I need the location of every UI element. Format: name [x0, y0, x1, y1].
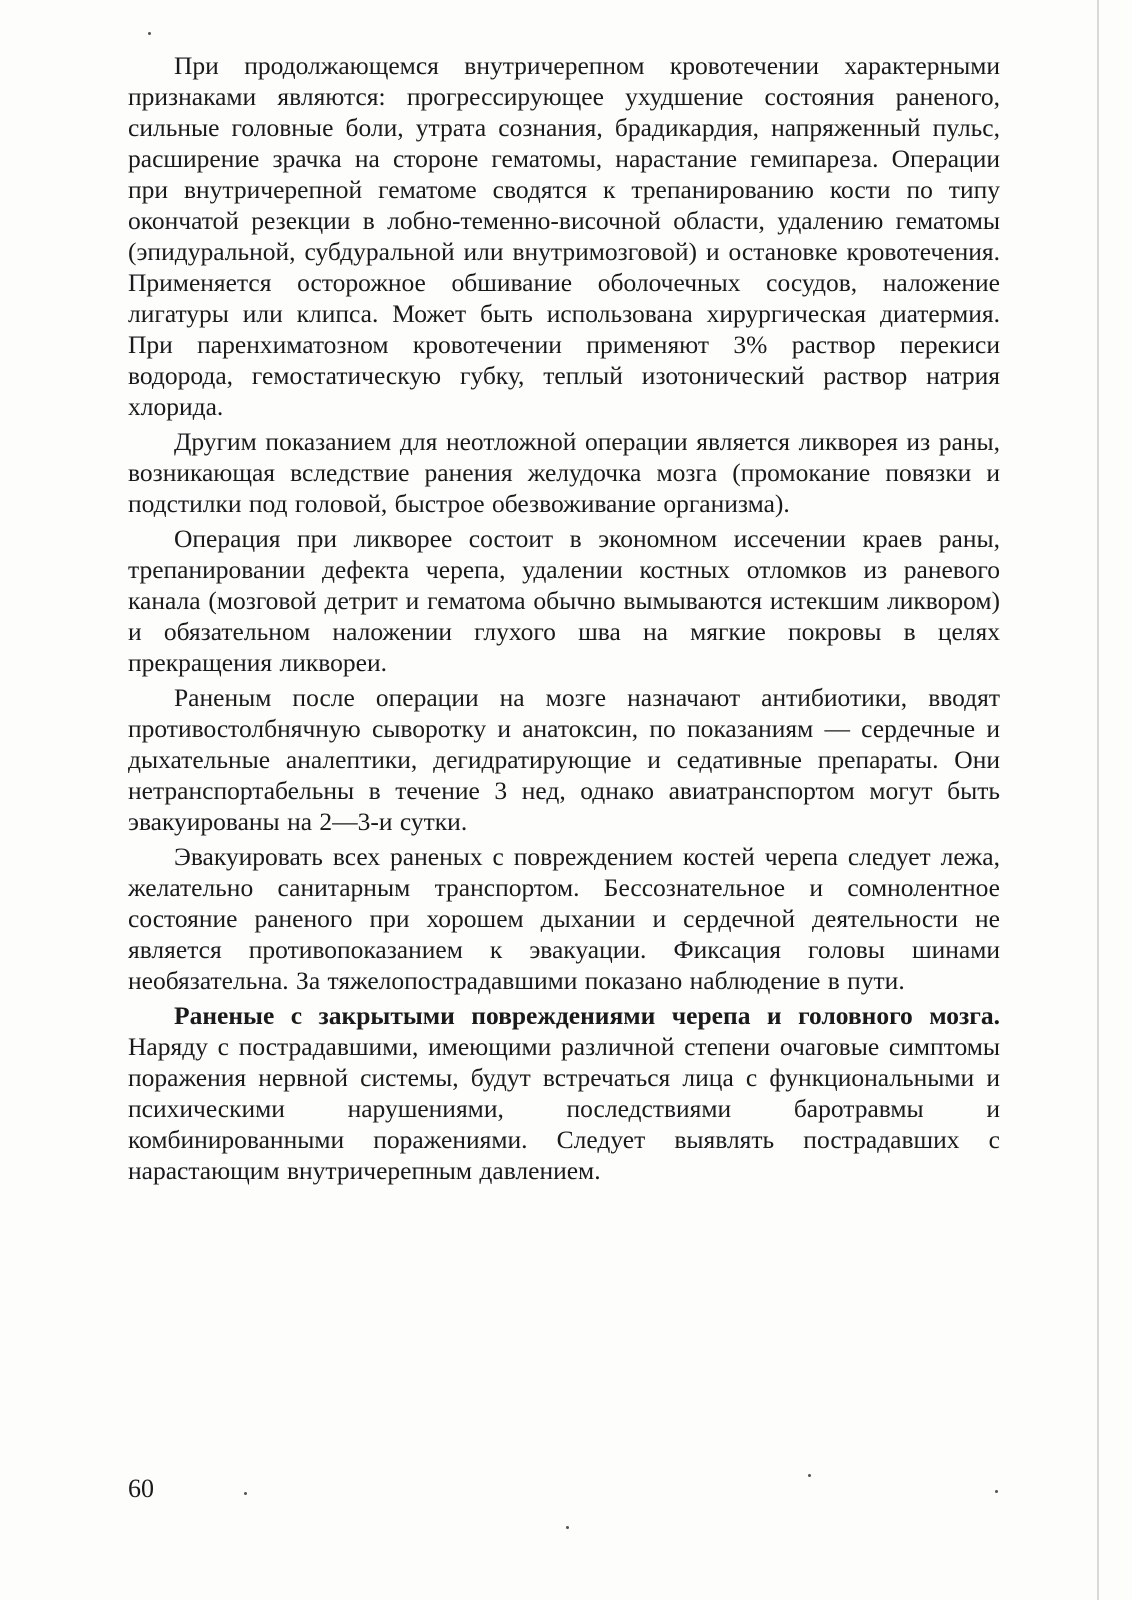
section-run-in-heading: Раненые с закрытыми повреждениями черепа и головного мозга.	[174, 1001, 1000, 1030]
paragraph-text: Раненым после операции на мозге назначают антибиотики, вводят противостолбнячную сыворотку и анатоксин, по показаниям — сердечные и дыхательные аналептики, дегидратирующие и седативные препараты. Они нетранспортабельны в течение 3 нед, однако авиатранспортом могут быть эвакуированы на 2—3-и сутки.	[128, 683, 1000, 836]
paragraph-liquorrhea-operation	[128, 523, 1000, 678]
paragraph-liquorrhea-indication	[128, 426, 1000, 519]
paragraph-closed-injuries	[128, 1000, 1000, 1186]
paragraph-postoperative-care	[128, 682, 1000, 837]
paragraph-text: Операция при ликворее состоит в экономном иссечении краев раны, трепанировании дефекта черепа, удалении костных отломков из раневого канала (мозговой детрит и гематома обычно вымываются истекшим ликвором) и обязательном наложении глухого шва на мягкие покровы в целях прекращения ликвореи.	[128, 524, 1000, 677]
print-speck	[244, 1492, 247, 1495]
print-speck	[995, 1490, 998, 1493]
paragraph-text: Эвакуировать всех раненых с повреждением костей черепа следует лежа, желательно санитарным транспортом. Бессознательное и сомнолентное состояние раненого при хорошем дыхании и сердечной деятельности не является противопоказанием к эвакуации. Фиксация головы шинами необязательна. За тяжелопострадавшими показано наблюдение в пути.	[128, 842, 1000, 995]
paragraph-text: Другим показанием для неотложной операции является ликворея из раны, возникающая вследствие ранения желудочка мозга (промокание повязки и подстилки под головой, быстрое обезвоживание организма).	[128, 427, 1000, 518]
body-text	[128, 50, 1000, 1190]
print-speck	[808, 1474, 811, 1477]
print-speck	[566, 1526, 569, 1529]
page-edge-line	[1097, 0, 1099, 1600]
print-speck	[148, 32, 151, 35]
page-number: 60	[128, 1474, 154, 1503]
paragraph-text: Наряду с пострадавшими, имеющими различной степени очаговые симптомы поражения нервной системы, будут встречаться лица с функциональными и психическими нарушениями, последствиями баротравмы и комбинированными поражениями. Следует выявлять пострадавших с нарастающим внутричерепным давлением.	[128, 1032, 1000, 1185]
paragraph-text: При продолжающемся внутричерепном кровотечении характерными признаками являются: прогрессирующее ухудшение состояния раненого, сильные головные боли, утрата сознания, брадикардия, напряженный пульс, расширение зрачка на стороне гематомы, нарастание гемипареза. Операции при внутричерепной гематоме сводятся к трепанированию кости по типу окончатой резекции в лобно-теменно-височной области, удалению гематомы (эпидуральной, субдуральной или внутримозговой) и остановке кровотечения. Применяется осторожное обшивание оболочечных сосудов, наложение лигатуры или клипса. Может быть использована хирургическая диатермия. При паренхиматозном кровотечении применяют 3% раствор перекиси водорода, гемостатическую губку, теплый изотонический раствор натрия хлорида.	[128, 51, 1000, 421]
paragraph-intracranial-bleeding	[128, 50, 1000, 422]
paragraph-evacuation	[128, 841, 1000, 996]
